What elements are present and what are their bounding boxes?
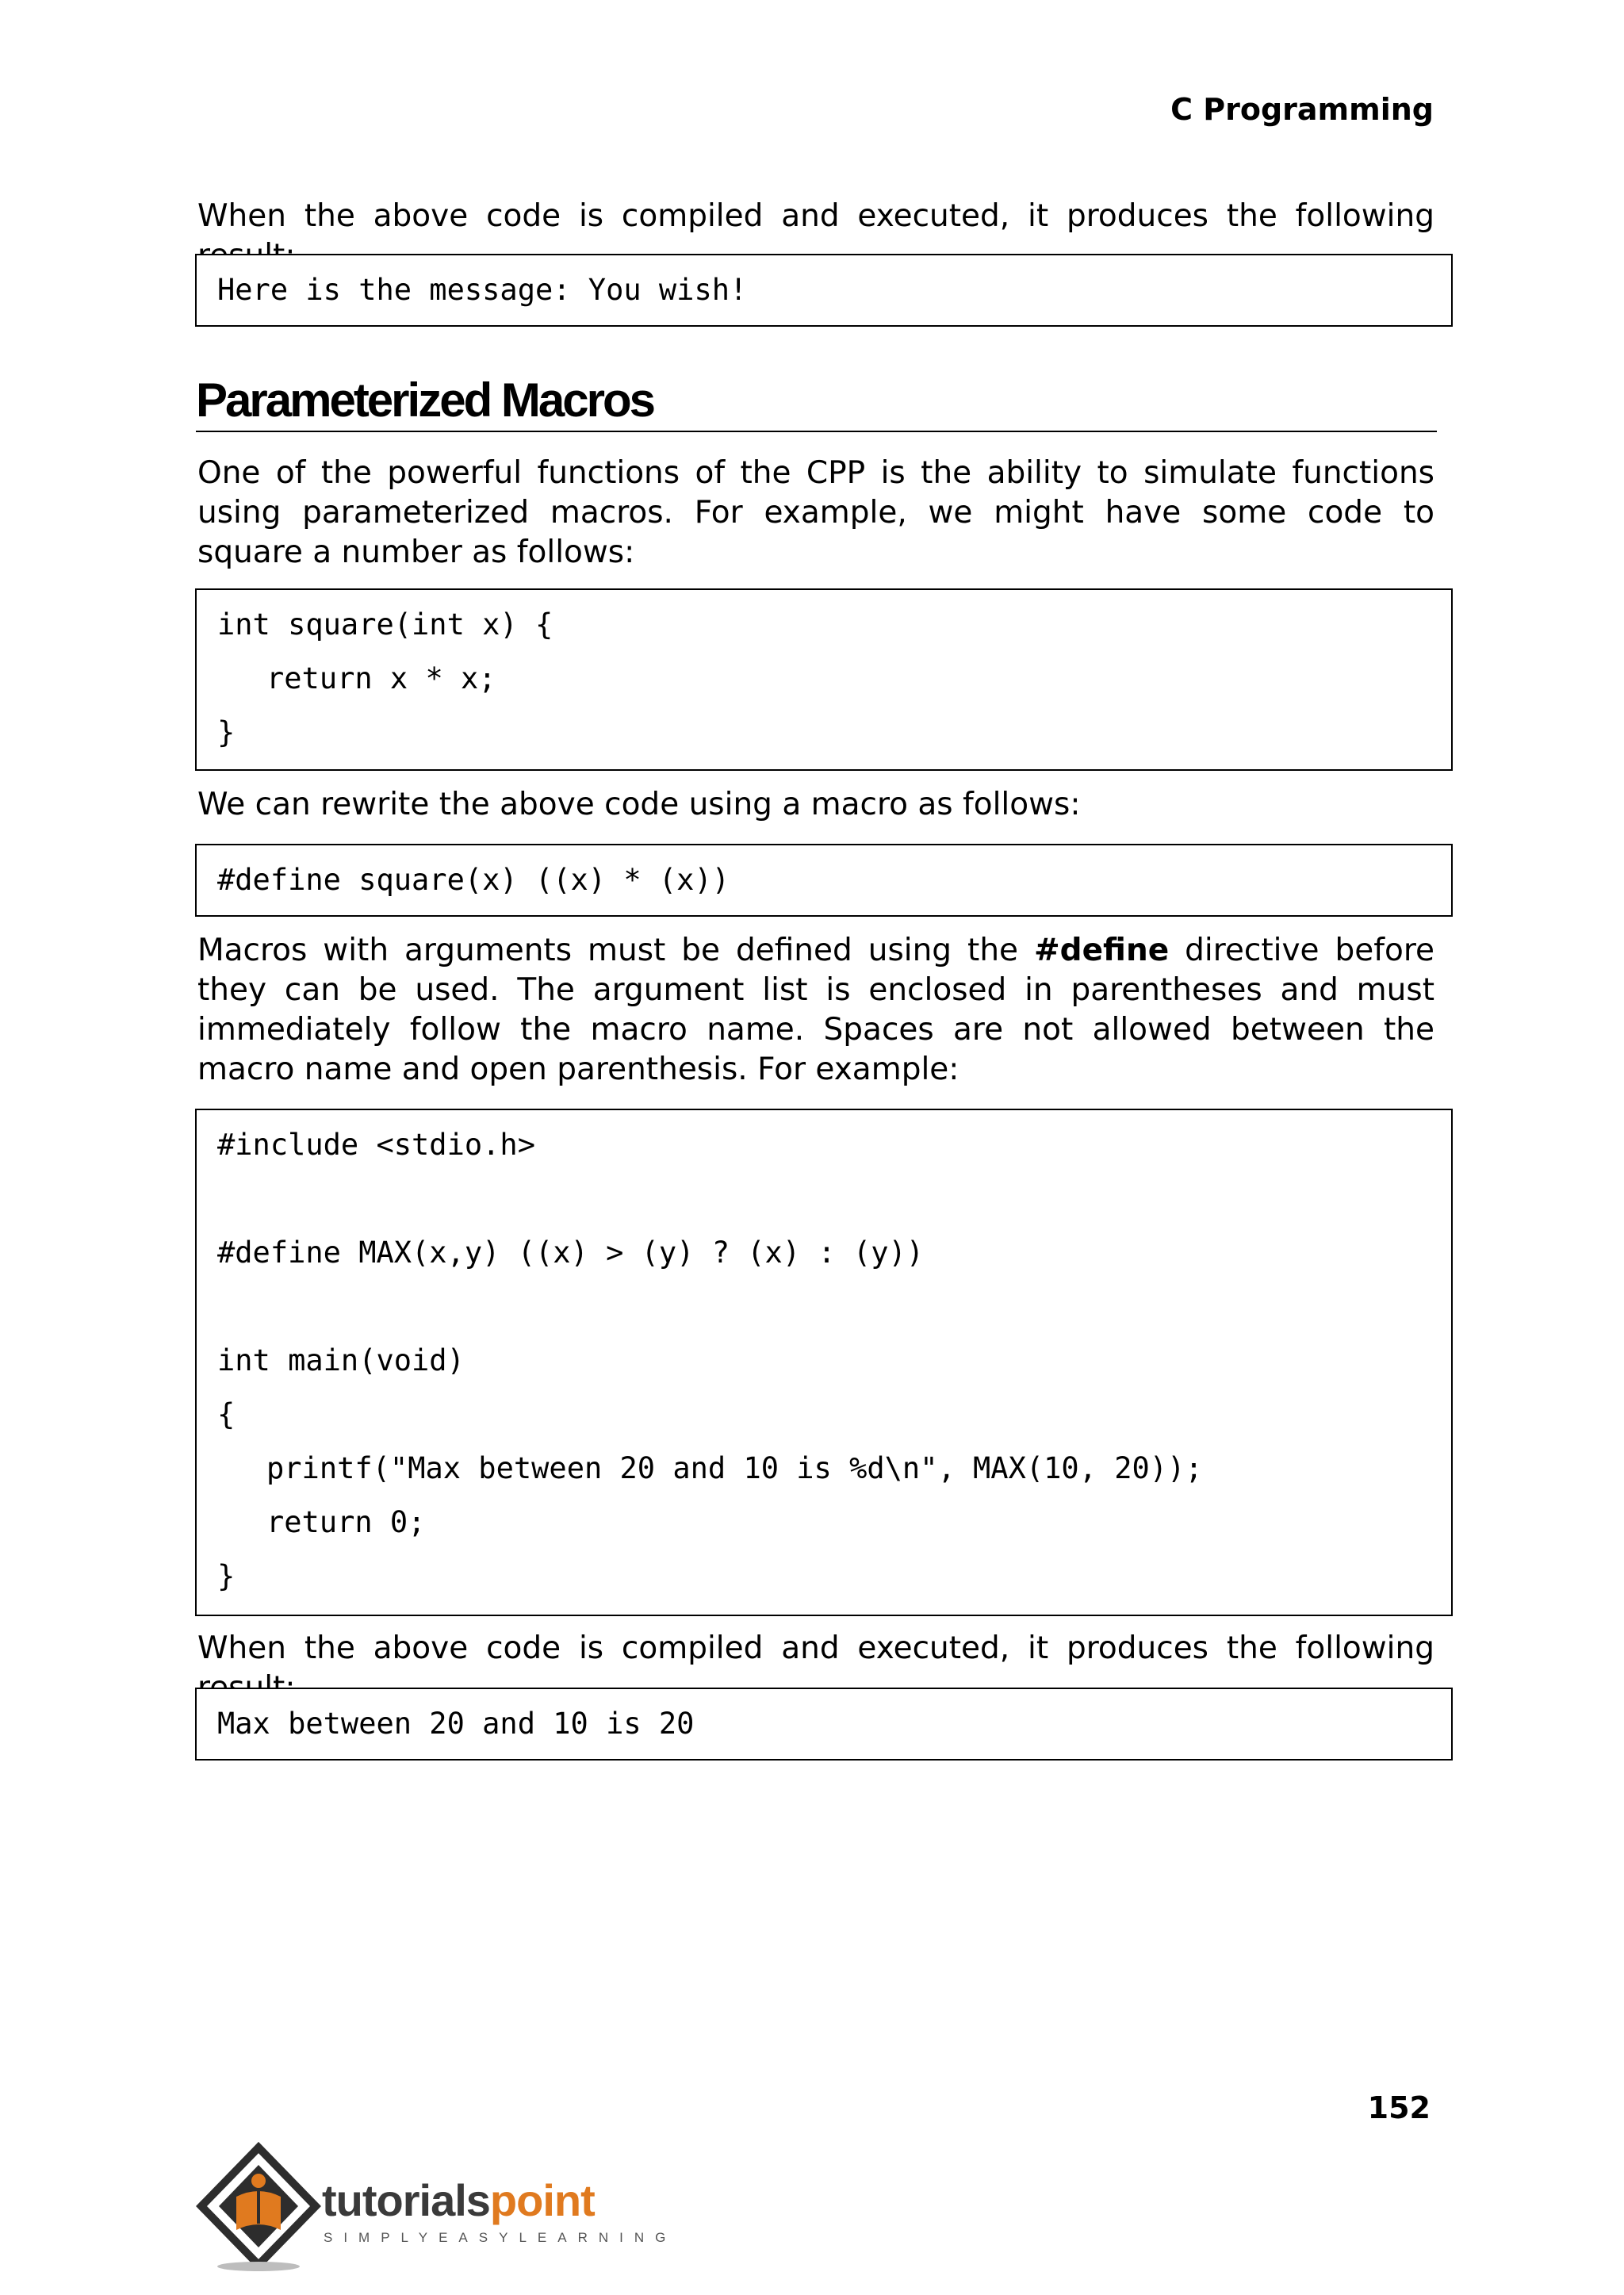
code-line: #define MAX(x,y) ((x) > (y) ? (x) : (y)) [217, 1236, 925, 1270]
output-line: Max between 20 and 10 is 20 [217, 1707, 695, 1741]
paragraph-3 [197, 931, 1434, 1090]
code-line: int square(int x) { [217, 607, 553, 642]
paragraph-3-start: Macros with arguments must be defined using the [197, 933, 1034, 968]
tutorialspoint-logo [195, 2141, 677, 2276]
code-line: { [217, 1397, 236, 1431]
code-line: int main(void) [217, 1343, 465, 1377]
code-line: return 0; [266, 1505, 426, 1539]
paragraph-2: We can rewrite the above code using a macro as follows: [197, 787, 1081, 822]
logo-emblem-icon [195, 2141, 322, 2276]
code-line: printf("Max between 20 and 10 is %d\n", MAX(10, 20)); [266, 1451, 1203, 1485]
define-keyword: #define [1034, 933, 1170, 968]
code-line: #include <stdio.h> [217, 1128, 535, 1162]
code-line: } [217, 1559, 236, 1593]
page-number: 152 [1367, 2090, 1431, 2125]
output-box-1 [195, 254, 1453, 327]
paragraph-3-end: directive before they can be used. The argument list is enclosed in parentheses and must immediately follow the macro name. Spaces are not allowed between the macro name and open parenthesis. For example: [197, 933, 1435, 1087]
intro-result-text: When the above code is compiled and executed, it produces the following [197, 198, 1434, 234]
code-line: #define square(x) ((x) * (x)) [217, 863, 730, 897]
logo-word-point: point [489, 2175, 595, 2225]
paragraph-4: When the above code is compiled and executed, it produces the following [197, 1630, 1434, 1666]
output-line: Here is the message: You wish! [217, 273, 748, 307]
section-heading: Parameterized Macros [196, 373, 1437, 432]
code-line: return x * x; [266, 661, 496, 695]
logo-tagline: SIMPLYEASYLEARNING [324, 2230, 677, 2245]
code-line [217, 1182, 1431, 1236]
logo-word-tutorials: tutorials [322, 2175, 490, 2225]
code-line: } [217, 715, 236, 749]
running-header: C Programming [1170, 92, 1434, 127]
code-block-square-macro [195, 844, 1453, 917]
code-line [217, 1289, 1431, 1343]
logo-wordmark [322, 2174, 595, 2226]
output-box-2 [195, 1688, 1453, 1761]
code-block-square-function [195, 588, 1453, 771]
code-block-max-macro [195, 1109, 1453, 1616]
paragraph-1: One of the powerful functions of the CPP is the ability to simulate functions using parameterized macros. For example, we might have some code to square a number as follows: [197, 455, 1434, 570]
